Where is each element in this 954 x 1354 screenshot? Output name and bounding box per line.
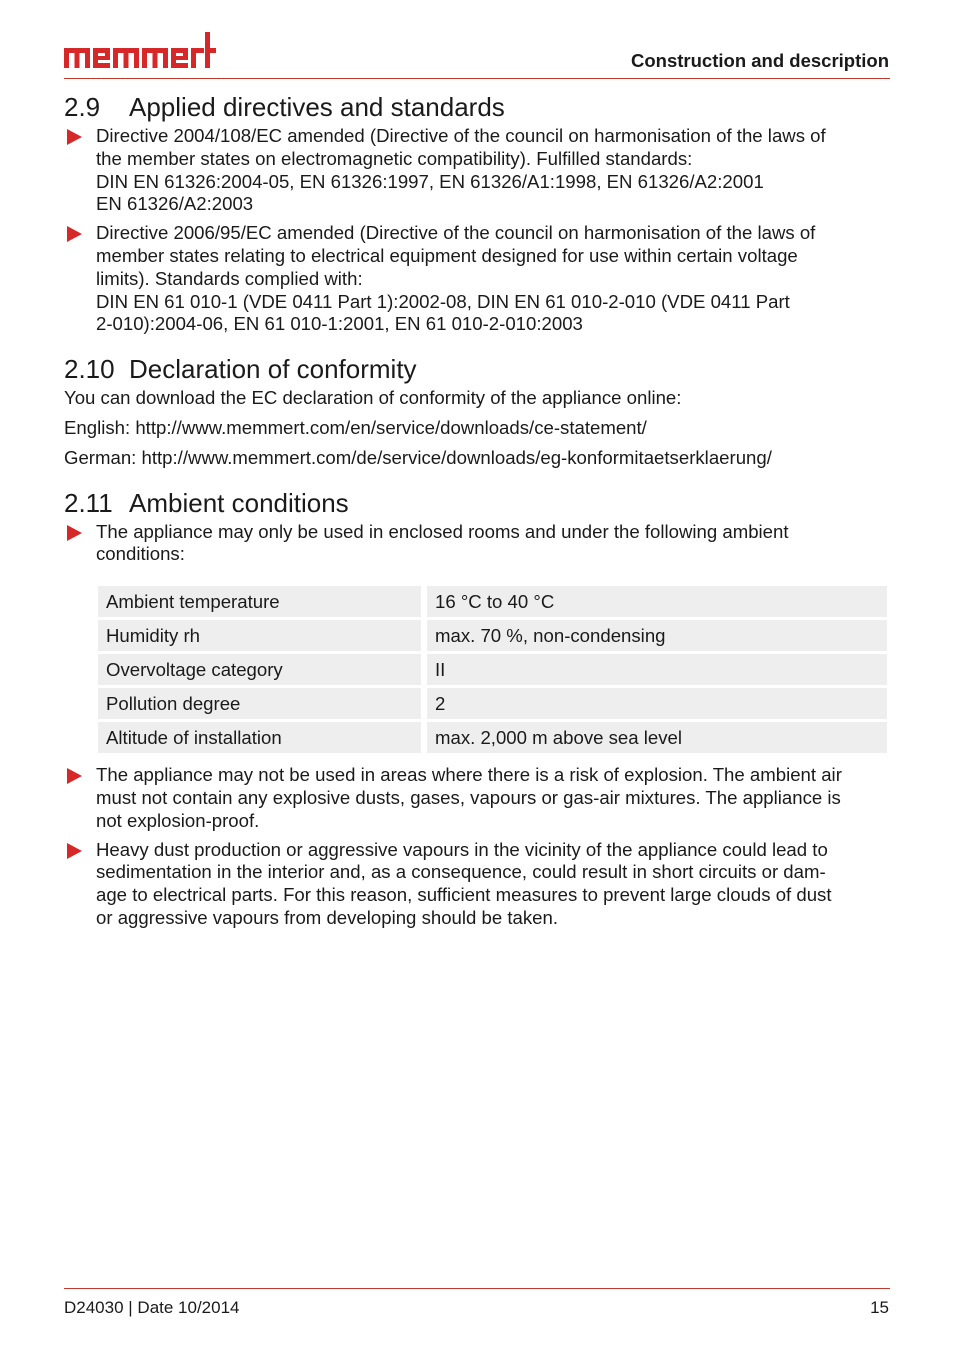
text-line: EN 61326/A2:2003 <box>96 193 254 215</box>
text-line: Directive 2006/95/EC amended (Directive of the council on harmonisation of the laws of <box>96 222 816 244</box>
text-line: not explosion-proof. <box>96 809 260 831</box>
section-heading-2-9 <box>64 90 890 124</box>
ambient-intro-list <box>64 521 890 567</box>
memmert-logo <box>64 30 216 72</box>
text-line: Heavy dust production or aggressive vapours in the vicinity of the appliance could lead to <box>96 838 828 860</box>
text-line: Directive 2004/108/EC amended (Directive of the council on harmonisation of the laws of <box>96 125 826 146</box>
table-cell-value: max. 2,000 m above sea level <box>427 722 887 753</box>
table-row <box>98 688 887 719</box>
bullet-triangle-icon <box>67 129 82 145</box>
table-cell-value: II <box>427 654 887 685</box>
section-title: Declaration of conformity <box>129 354 417 385</box>
english-link[interactable]: English: http://www.memmert.com/en/service/downloads/ce-statement/ <box>64 416 647 438</box>
bullet-triangle-icon <box>67 768 82 784</box>
list-item <box>64 521 890 567</box>
list-item <box>64 125 890 216</box>
bullet-triangle-icon <box>67 843 82 859</box>
german-link[interactable]: German: http://www.memmert.com/de/service/downloads/eg-konformitaetserklaerung/ <box>64 446 772 468</box>
text-line: DIN EN 61 010-1 (VDE 0411 Part 1):2002-08, DIN EN 61 010-2-010 (VDE 0411 Part <box>96 290 790 312</box>
section-title: Applied directives and standards <box>129 92 505 122</box>
text-line: or aggressive vapours from developing should be taken. <box>96 906 559 928</box>
table-cell-label: Ambient temperature <box>98 586 427 617</box>
table-cell-label: Overvoltage category <box>98 654 427 685</box>
section-number: 2.11 <box>64 487 113 518</box>
directives-list <box>64 125 890 336</box>
text-line: sedimentation in the interior and, as a consequence, could result in short circuits or dam- <box>96 861 826 883</box>
text-line: The appliance may only be used in enclosed rooms and under the following ambient <box>96 520 789 542</box>
section-number: 2.10 <box>64 354 115 385</box>
list-item <box>64 764 890 832</box>
table-row <box>98 620 887 651</box>
section-title: Ambient conditions <box>129 487 349 518</box>
list-item <box>64 222 890 336</box>
text-line: conditions: <box>96 543 185 565</box>
text-line: age to electrical parts. For this reason, sufficient measures to prevent large clouds of dust <box>96 884 832 906</box>
list-item <box>64 839 890 930</box>
bullet-triangle-icon <box>67 525 82 541</box>
page-content <box>64 90 890 930</box>
text-line: the member states on electromagnetic compatibility). Fulfilled standards: <box>96 147 693 169</box>
text-line: DIN EN 61326:2004-05, EN 61326:1997, EN 61326/A1:1998, EN 61326/A2:2001 <box>96 170 764 192</box>
header-title: Construction and description <box>631 50 889 71</box>
ambient-notes-list <box>64 764 890 930</box>
ambient-conditions-table <box>98 583 887 756</box>
conformity-intro: You can download the EC declaration of conformity of the appliance online: <box>64 387 682 409</box>
section-heading-2-10 <box>64 352 890 386</box>
table-cell-label: Altitude of installation <box>98 722 427 753</box>
logo-text: memmert <box>64 30 69 31</box>
bullet-triangle-icon <box>67 226 82 242</box>
table-cell-value: 16 °C to 40 °C <box>427 586 887 617</box>
table-cell-label: Pollution degree <box>98 688 427 719</box>
table-row <box>98 654 887 685</box>
text-line: member states relating to electrical equipment designed for use within certain voltage <box>96 244 798 266</box>
text-line: must not contain any explosive dusts, gases, vapours or gas-air mixtures. The appliance is <box>96 786 841 808</box>
table-row <box>98 722 887 753</box>
footer-doc-info: D24030 | Date 10/2014 <box>64 1298 240 1317</box>
table-cell-label: Humidity rh <box>98 620 427 651</box>
text-line: limits). Standards complied with: <box>96 267 363 289</box>
text-line: The appliance may not be used in areas where there is a risk of explosion. The ambient air <box>96 764 842 786</box>
table-row <box>98 586 887 617</box>
table-cell-value: max. 70 %, non-condensing <box>427 620 887 651</box>
section-heading-2-11 <box>64 486 890 520</box>
footer-rule <box>64 1288 890 1289</box>
page-number: 15 <box>870 1298 889 1317</box>
section-number: 2.9 <box>64 92 101 122</box>
header-rule <box>64 78 890 79</box>
table-cell-value: 2 <box>427 688 887 719</box>
text-line: 2-010):2004-06, EN 61 010-1:2001, EN 61 010-2-010:2003 <box>96 313 583 335</box>
